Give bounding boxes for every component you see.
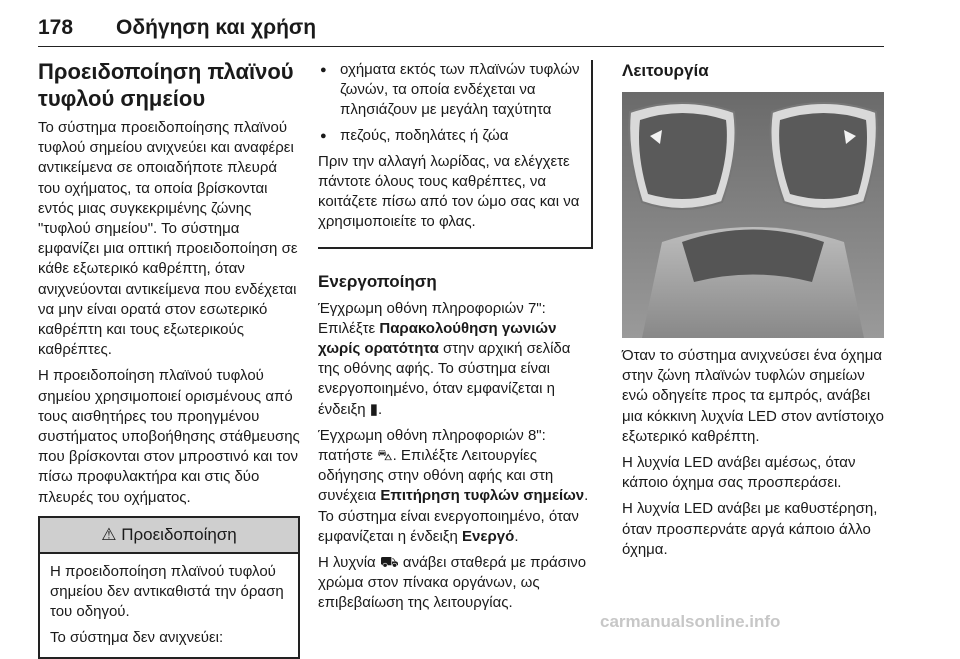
text-span: . — [514, 527, 519, 545]
warning-closing-text: Πριν την αλλαγή λωρίδας, να ελέγχετε πάντοτε όλους τους καθρέπτες, να κοιτάζετε πίσω από τον ώμο σας και να χρησιμοποιείτε το φλας. — [318, 152, 580, 231]
text-span: . Το σύστημα είναι ενεργοποιημένο, όταν εμφανίζεται η ένδειξη — [318, 487, 589, 545]
page-number: 178 — [38, 16, 74, 39]
activation-title: Ενεργοποίηση — [318, 271, 437, 291]
list-item: ● οχήματα εκτός των πλαϊνών τυφλών ζωνών, τα οποία ενδέχεται να πλησιάζουν με μεγάλη ταχύτητα — [318, 60, 581, 121]
text-span: Έγχρωμη οθόνη πληροφοριών 8": πατήστε ⛍. Επιλέξτε Λειτουργίες οδήγησης στην οθόνη αφής και στη συνέχεια — [318, 426, 554, 505]
warning-header — [40, 518, 298, 554]
column-middle — [318, 60, 593, 620]
car-mirrors-image — [622, 92, 884, 338]
status-active: Ενεργό — [462, 527, 515, 545]
warning-title: Προειδοποίηση — [121, 524, 237, 544]
function-paragraph-2: Η λυχνία LED ανάβει αμέσως, όταν κάποιο όχημα σας προσπεράσει. — [622, 454, 856, 492]
activation-paragraph-1 — [318, 299, 593, 420]
chapter-title: Οδήγηση και χρήση — [116, 16, 317, 39]
activation-paragraph-3: Η λυχνία ⛟ ανάβει σταθερά με πράσινο χρώμα στον πίνακα οργάνων, ως επιβεβαίωση της λειτουργίας. — [318, 554, 587, 612]
warning-body — [40, 554, 298, 657]
warning-box — [38, 516, 300, 659]
text-span: Έγχρωμη οθόνη πληροφοριών 7": Επιλέξτε — [318, 299, 546, 337]
warning-bullet-list — [318, 60, 581, 146]
warning-text-1: Η προειδοποίηση πλαϊνού τυφλού σημείου δεν αντικαθιστά την όραση του οδηγού. — [50, 562, 284, 621]
windshield — [682, 230, 824, 283]
page-header — [38, 10, 884, 47]
watermark: carmanualsonline.info — [600, 612, 781, 631]
activation-paragraph-2 — [318, 426, 593, 547]
section-title: Προειδοποίηση πλαϊνού τυφλού σημείου — [38, 59, 294, 111]
menu-item-blind-spot-monitoring: Επιτήρηση τυφλών σημείων — [380, 487, 585, 505]
function-title: Λειτουργία — [622, 61, 709, 80]
menu-item-blind-spot: Παρακολούθηση γωνιών χωρίς ορατότητα — [318, 319, 557, 358]
function-paragraph-1: Όταν το σύστημα ανιχνεύσει ένα όχημα στην ζώνη πλαϊνών τυφλών σημείων ενώ οδηγείτε προς τα εμπρός, ανάβει μια κόκκινη λυχνία LED στον αντίστοιχο εξωτερικό καθρέπτη. — [622, 347, 884, 445]
left-mirror — [629, 103, 735, 209]
function-paragraph-3: Η λυχνία LED ανάβει με καθυστέρηση, όταν προσπερνάτε αργά κάποιο άλλο όχημα. — [622, 500, 878, 558]
text-span: στην αρχική σελίδα της οθόνης αφής. Το σύστημα είναι ενεργοποιημένο, όταν εμφανίζεται η ένδειξη ▮. — [318, 340, 571, 418]
warning-icon: ⚠ — [101, 524, 117, 544]
list-item: ● πεζούς, ποδηλάτες ή ζώα — [318, 126, 581, 146]
column-left — [38, 52, 300, 659]
right-mirror — [771, 103, 877, 209]
sensors-paragraph: Η προειδοποίηση πλαϊνού τυφλού σημείου χρησιμοποιεί ορισμένους από τους αισθητήρες του προηγμένου συστήματος υποβοήθησης στάθμευσης που βρίσκονται στον μπροστινό και τον πίσω προφυλακτήρα και στις δύο πλευρές του οχήματος. — [38, 367, 300, 506]
warning-text-2: Το σύστημα δεν ανιχνεύει: — [50, 629, 224, 647]
mirror-illustration — [622, 92, 884, 338]
intro-paragraph: Το σύστημα προειδοποίησης πλαϊνού τυφλού σημείου ανιχνεύει και αναφέρει αντικείμενα σε οποιαδήποτε πλευρά του οχήματος, τα οποία βρίσκονται εντός μιας συγκεκριμένης ζώνης "τυφλού σημείου". Το σύστημα εμφανίζει μια οπτική προειδοποίηση σε κάθε εξωτερικό καθρέπτη, όταν ανιχνεύονται αντικείμενα που ενδέχεται να μην είναι ορατά στον εσωτερικό καθρέπτη και τους εξωτερικούς καθρέπτες. — [38, 119, 298, 359]
warning-box-continued — [318, 60, 593, 249]
column-right — [622, 60, 884, 566]
